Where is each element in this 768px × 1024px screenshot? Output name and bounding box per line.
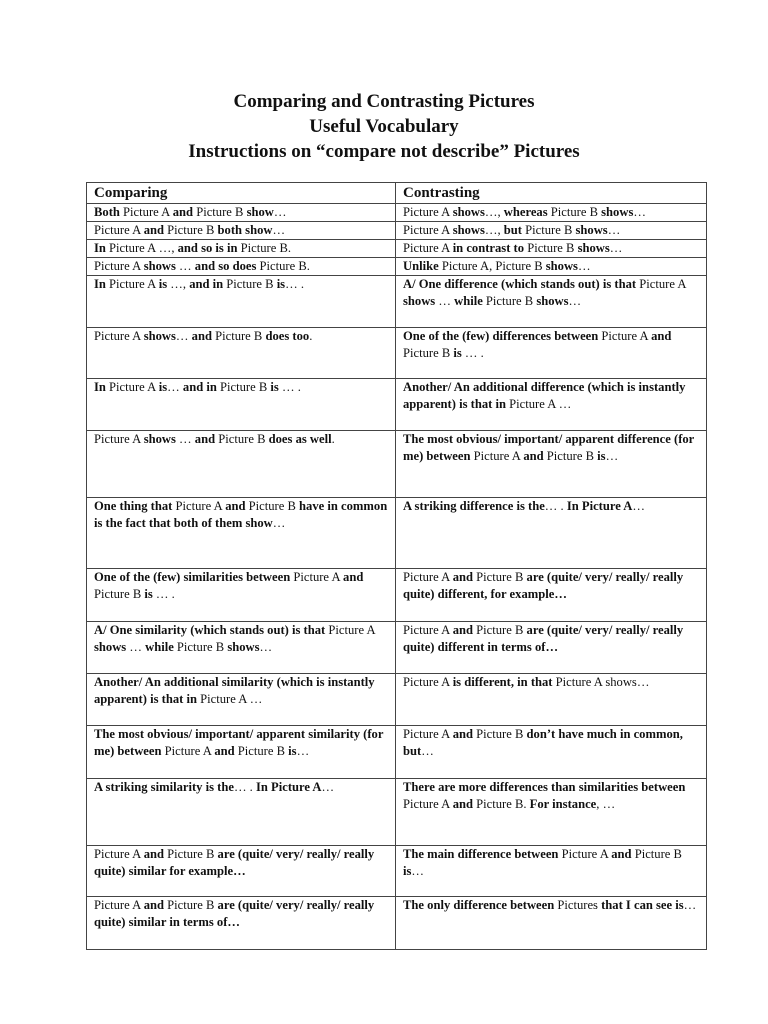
text-phrase: Picture A (403, 570, 453, 584)
table-row (87, 779, 707, 846)
bold-phrase: and (191, 329, 212, 343)
bold-phrase: shows (452, 223, 485, 237)
text-phrase: Pictures (554, 898, 602, 912)
text-phrase: Picture B (164, 847, 218, 861)
bold-phrase: is (453, 346, 462, 360)
text-phrase: … . (233, 780, 256, 794)
text-phrase: . (309, 329, 313, 343)
contrasting-phrase-cell (396, 726, 707, 779)
bold-phrase: in contrast to (452, 241, 525, 255)
table-row (87, 276, 707, 328)
bold-phrase: shows (94, 640, 127, 654)
text-phrase: . (331, 432, 335, 446)
table-row (87, 846, 707, 897)
bold-phrase: is (288, 744, 297, 758)
bold-phrase: is (597, 449, 606, 463)
text-phrase: … . (461, 346, 484, 360)
bold-phrase: and (452, 727, 473, 741)
vocabulary-table (86, 182, 707, 950)
text-phrase: Picture A (636, 277, 686, 291)
bold-phrase: are (quite/ very/ really/ really quite) different in terms of… (403, 623, 684, 654)
text-phrase: Picture B (216, 380, 271, 394)
text-phrase: …, (167, 277, 190, 291)
text-phrase: Picture A (470, 449, 524, 463)
text-phrase: … (272, 516, 286, 530)
bold-phrase: and in (189, 277, 224, 291)
contrasting-phrase-cell (396, 622, 707, 674)
text-phrase: Picture B (473, 727, 527, 741)
bold-phrase: and in (182, 380, 217, 394)
bold-phrase: shows (601, 205, 634, 219)
text-phrase: Picture B (245, 499, 300, 513)
text-phrase: … (633, 205, 646, 219)
bold-phrase: Another/ An additional difference (which is instantly apparent) is that in (403, 380, 686, 411)
comparing-phrase-cell (87, 897, 396, 950)
text-phrase: Picture B. (473, 797, 530, 811)
document-subtitle: Useful Vocabulary (309, 116, 459, 137)
text-phrase: Picture A (403, 797, 453, 811)
text-phrase: … (421, 744, 434, 758)
bold-phrase: shows (452, 205, 485, 219)
text-phrase: Picture A (403, 727, 453, 741)
text-phrase: Picture B (482, 294, 537, 308)
table-row (87, 498, 707, 569)
document-instructions-title: Instructions on “compare not describe” Pictures (188, 141, 580, 162)
text-phrase: Picture A … (505, 397, 572, 411)
contrasting-phrase-cell (396, 204, 707, 222)
bold-phrase: and (452, 623, 473, 637)
text-phrase: Picture B (193, 205, 247, 219)
bold-phrase: are (quite/ very/ really/ really quite) similar in terms of… (94, 898, 375, 929)
text-phrase: Picture A (403, 223, 453, 237)
table-row (87, 204, 707, 222)
comparing-phrase-cell (87, 674, 396, 726)
text-phrase: Picture A (94, 432, 144, 446)
bold-phrase: The only difference between (403, 898, 555, 912)
bold-phrase: while (454, 294, 483, 308)
text-phrase: … (632, 499, 645, 513)
text-phrase: Picture A (172, 499, 226, 513)
bold-phrase: does too (265, 329, 310, 343)
text-phrase: …, (484, 205, 504, 219)
bold-phrase: are (quite/ very/ really/ really quite) different, for example… (403, 570, 684, 601)
bold-phrase: shows (227, 640, 260, 654)
bold-phrase: A striking difference is the (403, 499, 545, 513)
bold-phrase: is (158, 380, 168, 394)
comparing-phrase-cell (87, 328, 396, 379)
text-phrase: Picture B (543, 449, 598, 463)
bold-phrase: In Picture A (255, 780, 322, 794)
text-phrase: Picture A (119, 205, 173, 219)
bold-phrase: and (452, 797, 473, 811)
text-phrase: Picture B (223, 277, 277, 291)
bold-phrase: have in common is the fact that both of them show (94, 499, 388, 530)
bold-phrase: In (94, 241, 106, 255)
text-phrase: Picture A shows… (552, 675, 650, 689)
table-row (87, 431, 707, 498)
table-row (87, 897, 707, 950)
table-row (87, 328, 707, 379)
bold-phrase: both show (217, 223, 273, 237)
text-phrase: Picture A (403, 241, 453, 255)
text-phrase: Picture B (547, 205, 602, 219)
contrasting-phrase-cell (396, 276, 707, 328)
text-phrase: … (609, 241, 623, 255)
text-phrase: … (605, 449, 619, 463)
bold-phrase: and (214, 744, 235, 758)
text-phrase: … (175, 329, 192, 343)
text-phrase: Picture B (94, 587, 145, 601)
text-phrase: … (577, 259, 591, 273)
bold-phrase: shows (575, 223, 608, 237)
bold-phrase: is (158, 277, 168, 291)
text-phrase: Picture B (215, 432, 269, 446)
text-phrase: … (607, 223, 621, 237)
contrasting-phrase-cell (396, 569, 707, 622)
bold-phrase: and (225, 499, 246, 513)
text-phrase: Picture A (325, 623, 375, 637)
bold-phrase: don’t have much in common, but (403, 727, 683, 758)
bold-phrase: are (quite/ very/ really/ really quite) similar for example… (94, 847, 375, 878)
text-phrase: …, (484, 223, 504, 237)
comparing-phrase-cell (87, 846, 396, 897)
header-comparing: Comparing (87, 183, 396, 204)
bold-phrase: and (172, 205, 194, 219)
text-phrase: Picture A (598, 329, 652, 343)
comparing-phrase-cell (87, 779, 396, 846)
text-phrase: … (435, 294, 455, 308)
table-row (87, 379, 707, 431)
bold-phrase: and (611, 847, 632, 861)
bold-phrase: The main difference between (403, 847, 559, 861)
table-row (87, 674, 707, 726)
table-header-row (87, 183, 707, 204)
bold-phrase: and (143, 223, 164, 237)
text-phrase: Picture A (403, 623, 453, 637)
text-phrase: Picture A (105, 380, 159, 394)
table-row (87, 569, 707, 622)
bold-phrase: is (276, 277, 286, 291)
contrasting-phrase-cell (396, 498, 707, 569)
text-phrase: Picture B (211, 329, 266, 343)
comparing-phrase-cell (87, 222, 396, 240)
bold-phrase: and (452, 570, 473, 584)
text-phrase: … (411, 864, 424, 878)
comparing-phrase-cell (87, 726, 396, 779)
bold-phrase: and so is in (177, 241, 238, 255)
text-phrase: Picture A, Picture B (438, 259, 546, 273)
bold-phrase: For instance (529, 797, 597, 811)
table-row (87, 240, 707, 258)
bold-phrase: while (145, 640, 174, 654)
bold-phrase: shows (545, 259, 578, 273)
text-phrase: Picture A …, (105, 241, 178, 255)
bold-phrase: whereas (503, 205, 548, 219)
text-phrase: Picture B. (256, 259, 310, 273)
bold-phrase: and (523, 449, 544, 463)
comparing-phrase-cell (87, 569, 396, 622)
bold-phrase: shows (536, 294, 569, 308)
bold-phrase: and (143, 898, 164, 912)
text-phrase: , … (596, 797, 616, 811)
bold-phrase: In (94, 380, 106, 394)
text-phrase: … (683, 898, 697, 912)
comparing-phrase-cell (87, 204, 396, 222)
contrasting-phrase-cell (396, 222, 707, 240)
contrasting-phrase-cell (396, 431, 707, 498)
text-phrase: Picture A (94, 898, 144, 912)
comparing-phrase-cell (87, 258, 396, 276)
bold-phrase: shows (577, 241, 610, 255)
bold-phrase: shows (143, 259, 176, 273)
bold-phrase: There are more differences than similarities between (403, 780, 686, 794)
bold-phrase: Both (94, 205, 120, 219)
text-phrase: Picture A (161, 744, 215, 758)
text-phrase: … (175, 259, 195, 273)
text-phrase: Picture A (94, 847, 144, 861)
text-phrase: … . (544, 499, 567, 513)
text-phrase: Picture B (524, 241, 578, 255)
bold-phrase: show (246, 205, 274, 219)
bold-phrase: and so does (194, 259, 257, 273)
bold-phrase: One thing that (94, 499, 173, 513)
bold-phrase: The most obvious/ important/ apparent difference (for me) between (403, 432, 695, 463)
bold-phrase: that I can see is (601, 898, 684, 912)
text-phrase: … . (152, 587, 175, 601)
text-phrase: Picture B (473, 623, 527, 637)
text-phrase: … (273, 205, 287, 219)
text-phrase: Picture A (558, 847, 612, 861)
text-phrase: … (272, 223, 286, 237)
contrasting-phrase-cell (396, 240, 707, 258)
text-phrase: Picture A (290, 570, 344, 584)
table-row (87, 622, 707, 674)
bold-phrase: Unlike (403, 259, 439, 273)
bold-phrase: A/ One similarity (which stands out) is that (94, 623, 326, 637)
comparing-phrase-cell (87, 379, 396, 431)
text-phrase: Picture A (403, 205, 453, 219)
comparing-phrase-cell (87, 622, 396, 674)
comparing-phrase-cell (87, 276, 396, 328)
contrasting-phrase-cell (396, 897, 707, 950)
bold-phrase: Another/ An additional similarity (which is instantly apparent) is that in (94, 675, 375, 706)
header-contrasting: Contrasting (396, 183, 707, 204)
contrasting-phrase-cell (396, 379, 707, 431)
contrasting-phrase-cell (396, 674, 707, 726)
text-phrase: Picture B (403, 346, 454, 360)
bold-phrase: A/ One difference (which stands out) is that (403, 277, 637, 291)
text-phrase: … (175, 432, 195, 446)
text-phrase: Picture B. (237, 241, 292, 255)
bold-phrase: is (144, 587, 153, 601)
text-phrase: … (321, 780, 335, 794)
document-title: Comparing and Contrasting Pictures (233, 91, 535, 112)
text-phrase: Picture B (521, 223, 576, 237)
comparing-phrase-cell (87, 431, 396, 498)
bold-phrase: One of the (few) similarities between (94, 570, 291, 584)
table-row (87, 726, 707, 779)
text-phrase: Picture B (234, 744, 289, 758)
text-phrase: … (167, 380, 183, 394)
text-phrase: … (126, 640, 146, 654)
text-phrase: Picture A (403, 675, 453, 689)
bold-phrase: shows (143, 329, 176, 343)
table-row (87, 222, 707, 240)
text-phrase: Picture A … (196, 692, 263, 706)
bold-phrase: and (651, 329, 672, 343)
bold-phrase: and (143, 847, 164, 861)
text-phrase: Picture B (473, 570, 527, 584)
text-phrase: Picture B (631, 847, 682, 861)
text-phrase: … . (285, 277, 304, 291)
text-phrase: … (296, 744, 310, 758)
text-phrase: Picture B (173, 640, 228, 654)
contrasting-phrase-cell (396, 779, 707, 846)
bold-phrase: is (403, 864, 412, 878)
text-phrase: Picture B (164, 223, 218, 237)
bold-phrase: is (270, 380, 279, 394)
bold-phrase: A striking similarity is the (94, 780, 234, 794)
comparing-phrase-cell (87, 240, 396, 258)
bold-phrase: is different, in that (452, 675, 553, 689)
contrasting-phrase-cell (396, 328, 707, 379)
text-phrase: Picture A (94, 259, 144, 273)
bold-phrase: shows (143, 432, 176, 446)
text-phrase: Picture A (105, 277, 159, 291)
bold-phrase: and (194, 432, 216, 446)
text-phrase: Picture A (94, 329, 144, 343)
bold-phrase: The most obvious/ important/ apparent similarity (for me) between (94, 727, 384, 758)
text-phrase: … (259, 640, 273, 654)
bold-phrase: In (94, 277, 106, 291)
bold-phrase: In Picture A (566, 499, 633, 513)
comparing-phrase-cell (87, 498, 396, 569)
document-title-block (0, 89, 768, 164)
bold-phrase: One of the (few) differences between (403, 329, 599, 343)
table-row (87, 258, 707, 276)
contrasting-phrase-cell (396, 846, 707, 897)
bold-phrase: but (503, 223, 522, 237)
text-phrase: … . (278, 380, 301, 394)
bold-phrase: does as well (268, 432, 332, 446)
text-phrase: Picture B (164, 898, 218, 912)
contrasting-phrase-cell (396, 258, 707, 276)
text-phrase: … (568, 294, 582, 308)
bold-phrase: shows (403, 294, 436, 308)
text-phrase: Picture A (94, 223, 144, 237)
bold-phrase: and (343, 570, 364, 584)
